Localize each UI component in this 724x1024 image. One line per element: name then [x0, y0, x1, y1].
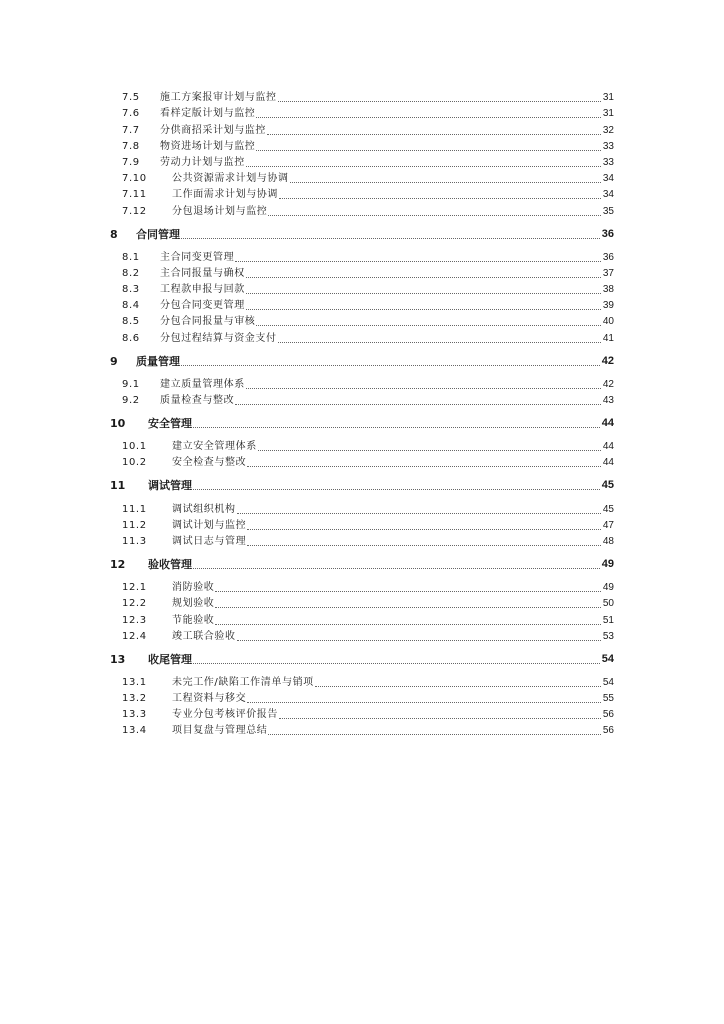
toc-entry-title: 消防验收	[172, 582, 215, 594]
toc-section-entry[interactable]	[110, 202, 614, 218]
toc-section-entry[interactable]	[110, 329, 614, 345]
toc-entry-title: 分供商招采计划与监控	[160, 124, 266, 136]
toc-entry-title: 收尾管理	[148, 652, 192, 666]
toc-dot-leader	[256, 150, 600, 151]
toc-entry-number: 7.5	[122, 92, 140, 104]
toc-entry-page-number: 51	[602, 614, 614, 626]
toc-chapter-entry[interactable]	[110, 477, 614, 493]
toc-dot-leader	[247, 529, 601, 530]
toc-dot-leader	[235, 261, 601, 262]
toc-entry-title: 调试日志与管理	[172, 535, 247, 547]
toc-entry-page-number: 56	[602, 709, 614, 721]
toc-entry-title: 劳动力计划与监控	[160, 156, 245, 168]
toc-entry-number: 7.9	[122, 156, 140, 168]
toc-entry-title: 竣工联合验收	[172, 630, 236, 642]
toc-entry-title: 调试组织机构	[172, 503, 236, 515]
toc-dot-leader	[237, 640, 601, 641]
toc-section-entry[interactable]	[110, 170, 614, 186]
toc-entry-page-number: 33	[602, 156, 614, 168]
toc-chapter-entry[interactable]	[110, 226, 614, 242]
toc-entry-title: 质量检查与整改	[160, 395, 235, 406]
toc-entry-page-number: 31	[602, 92, 614, 104]
toc-entry-title: 调试计划与监控	[172, 519, 247, 531]
toc-dot-leader	[193, 427, 600, 428]
toc-entry-number: 12	[110, 557, 126, 571]
toc-dot-leader	[278, 101, 601, 102]
toc-entry-page-number: 48	[602, 535, 614, 547]
toc-section-entry[interactable]	[110, 611, 614, 627]
toc-section-entry[interactable]	[110, 595, 614, 611]
toc-entry-title: 工程款申报与回款	[160, 284, 245, 296]
toc-dot-leader	[268, 734, 600, 735]
toc-entry-number: 12.4	[122, 630, 147, 642]
toc-entry-page-number: 45	[601, 479, 614, 492]
toc-dot-leader	[268, 215, 600, 216]
toc-section-entry[interactable]	[110, 105, 614, 121]
toc-entry-number: 11.3	[122, 535, 147, 547]
toc-entry-page-number: 39	[602, 300, 614, 312]
toc-entry-number: 13.1	[122, 676, 147, 688]
toc-section-entry[interactable]	[110, 706, 614, 722]
toc-section-entry[interactable]	[110, 438, 614, 454]
toc-section-entry[interactable]	[110, 297, 614, 313]
toc-section-entry[interactable]	[110, 154, 614, 170]
toc-entry-title: 工程资料与移交	[172, 693, 247, 705]
toc-section-entry[interactable]	[110, 313, 614, 329]
toc-entry-number: 10.2	[122, 457, 147, 469]
toc-dot-leader	[247, 545, 601, 546]
toc-entry-page-number: 42	[602, 378, 614, 390]
toc-entry-page-number: 44	[602, 457, 614, 469]
toc-chapter-entry[interactable]	[110, 415, 614, 431]
toc-entry-number: 8.3	[122, 284, 140, 296]
toc-dot-leader	[267, 134, 601, 135]
toc-entry-page-number: 54	[602, 676, 614, 688]
toc-dot-leader	[215, 607, 600, 608]
toc-dot-leader	[193, 489, 600, 490]
toc-entry-number: 12.3	[122, 614, 147, 626]
toc-entry-page-number: 45	[602, 503, 614, 515]
toc-entry-number: 8.5	[122, 316, 140, 328]
toc-section-entry[interactable]	[110, 674, 614, 690]
toc-entry-title: 分包合同报量与审核	[160, 316, 256, 328]
toc-entry-title: 主合同报量与确权	[160, 267, 245, 279]
toc-entry-page-number: 33	[602, 140, 614, 152]
toc-dot-leader	[278, 342, 601, 343]
toc-entry-page-number: 53	[602, 630, 614, 642]
table-of-contents	[110, 89, 614, 738]
toc-entry-title: 建立安全管理体系	[172, 441, 257, 453]
toc-entry-number: 7.11	[122, 189, 147, 201]
toc-entry-page-number: 44	[602, 441, 614, 453]
toc-dot-leader	[246, 388, 601, 389]
toc-entry-title: 合同管理	[136, 227, 180, 241]
toc-section-entry[interactable]	[110, 89, 614, 105]
toc-dot-leader	[215, 624, 600, 625]
toc-section-entry[interactable]	[110, 722, 614, 738]
toc-entry-number: 13.2	[122, 693, 147, 705]
toc-entry-number: 7.8	[122, 140, 140, 152]
toc-entry-number: 10.1	[122, 441, 147, 453]
toc-entry-page-number: 49	[601, 557, 614, 570]
toc-entry-page-number: 36	[601, 227, 614, 240]
toc-entry-number: 9	[110, 354, 118, 368]
toc-section-entry[interactable]	[110, 138, 614, 154]
toc-dot-leader	[193, 568, 600, 569]
toc-section-entry[interactable]	[110, 121, 614, 137]
toc-entry-title: 施工方案报审计划与监控	[160, 92, 277, 104]
toc-dot-leader	[246, 277, 601, 278]
toc-entry-page-number: 36	[602, 251, 614, 263]
toc-entry-number: 12.2	[122, 598, 147, 610]
toc-entry-title: 验收管理	[148, 557, 192, 571]
toc-section-entry[interactable]	[110, 392, 614, 408]
toc-entry-number: 13	[110, 652, 126, 666]
toc-entry-page-number: 42	[601, 354, 614, 367]
toc-entry-title: 看样定版计划与监控	[160, 108, 256, 120]
toc-section-entry[interactable]	[110, 454, 614, 470]
toc-entry-page-number: 35	[602, 205, 614, 217]
toc-entry-number: 8.2	[122, 267, 140, 279]
toc-entry-page-number: 32	[602, 124, 614, 136]
toc-entry-title: 质量管理	[136, 354, 180, 368]
toc-dot-leader	[181, 365, 600, 366]
toc-dot-leader	[247, 466, 601, 467]
toc-entry-number: 8	[110, 227, 118, 241]
toc-entry-title: 专业分包考核评价报告	[172, 709, 278, 721]
toc-section-entry[interactable]	[110, 249, 614, 265]
toc-section-entry[interactable]	[110, 376, 614, 392]
toc-section-entry[interactable]	[110, 628, 614, 644]
toc-chapter-entry[interactable]	[110, 353, 614, 369]
toc-entry-number: 9.1	[122, 378, 140, 390]
toc-entry-page-number: 34	[602, 189, 614, 201]
toc-entry-number: 7.6	[122, 108, 140, 120]
toc-entry-page-number: 49	[602, 582, 614, 594]
toc-entry-page-number: 38	[602, 284, 614, 296]
toc-dot-leader	[246, 166, 601, 167]
toc-entry-number: 13.3	[122, 709, 147, 721]
toc-entry-number: 11.2	[122, 519, 147, 531]
toc-entry-title: 分包合同变更管理	[160, 300, 245, 312]
toc-dot-leader	[237, 513, 601, 514]
toc-entry-number: 7.12	[122, 205, 147, 217]
toc-entry-title: 分包退场计划与监控	[172, 205, 268, 217]
toc-dot-leader	[279, 198, 601, 199]
toc-entry-title: 主合同变更管理	[160, 251, 235, 263]
toc-entry-title: 工作面需求计划与协调	[172, 189, 278, 201]
toc-entry-title: 物资进场计划与监控	[160, 140, 256, 152]
toc-dot-leader	[258, 450, 601, 451]
toc-chapter-entry[interactable]	[110, 651, 614, 667]
toc-dot-leader	[235, 404, 601, 405]
toc-entry-title: 分包过程结算与资金支付	[160, 332, 277, 344]
toc-entry-number: 7.10	[122, 173, 147, 185]
toc-entry-page-number: 40	[602, 316, 614, 328]
toc-entry-number: 11	[110, 479, 126, 493]
toc-entry-page-number: 56	[602, 725, 614, 737]
toc-section-entry[interactable]	[110, 186, 614, 202]
toc-entry-page-number: 54	[601, 652, 614, 665]
toc-dot-leader	[215, 591, 600, 592]
toc-entry-title: 规划验收	[172, 598, 215, 610]
toc-section-entry[interactable]	[110, 265, 614, 281]
toc-entry-title: 建立质量管理体系	[160, 378, 245, 390]
toc-entry-number: 13.4	[122, 725, 147, 737]
toc-section-entry[interactable]	[110, 500, 614, 516]
toc-entry-page-number: 44	[601, 417, 614, 429]
toc-entry-title: 节能验收	[172, 614, 215, 626]
toc-entry-number: 10	[110, 417, 126, 430]
toc-chapter-entry[interactable]	[110, 556, 614, 572]
toc-entry-page-number: 37	[602, 267, 614, 279]
toc-section-entry[interactable]	[110, 533, 614, 549]
toc-entry-page-number: 55	[602, 693, 614, 705]
toc-dot-leader	[315, 686, 601, 687]
toc-entry-number: 9.2	[122, 395, 140, 406]
toc-dot-leader	[290, 182, 601, 183]
toc-dot-leader	[279, 718, 601, 719]
toc-section-entry[interactable]	[110, 690, 614, 706]
toc-section-entry[interactable]	[110, 281, 614, 297]
toc-entry-number: 11.1	[122, 503, 147, 515]
toc-dot-leader	[246, 293, 601, 294]
toc-entry-title: 项目复盘与管理总结	[172, 725, 268, 737]
toc-entry-number: 12.1	[122, 582, 147, 594]
toc-dot-leader	[181, 238, 600, 239]
toc-dot-leader	[256, 325, 600, 326]
toc-section-entry[interactable]	[110, 517, 614, 533]
toc-dot-leader	[246, 309, 601, 310]
toc-entry-title: 安全检查与整改	[172, 457, 247, 469]
toc-dot-leader	[247, 702, 601, 703]
toc-entry-page-number: 47	[602, 519, 614, 531]
toc-entry-number: 7.7	[122, 124, 140, 136]
toc-entry-page-number: 50	[602, 598, 614, 610]
toc-entry-title: 安全管理	[148, 417, 192, 430]
toc-entry-number: 8.1	[122, 251, 140, 263]
toc-entry-title: 调试管理	[148, 479, 192, 493]
toc-entry-number: 8.4	[122, 300, 140, 312]
toc-entry-title: 公共资源需求计划与协调	[172, 173, 289, 185]
toc-entry-page-number: 34	[602, 173, 614, 185]
toc-dot-leader	[193, 663, 600, 664]
toc-entry-page-number: 43	[602, 395, 614, 406]
toc-dot-leader	[256, 117, 600, 118]
toc-entry-title: 未完工作/缺陷工作清单与销项	[172, 676, 314, 688]
toc-entry-page-number: 31	[602, 108, 614, 120]
toc-entry-page-number: 41	[602, 332, 614, 344]
toc-entry-number: 8.6	[122, 332, 140, 344]
toc-section-entry[interactable]	[110, 579, 614, 595]
